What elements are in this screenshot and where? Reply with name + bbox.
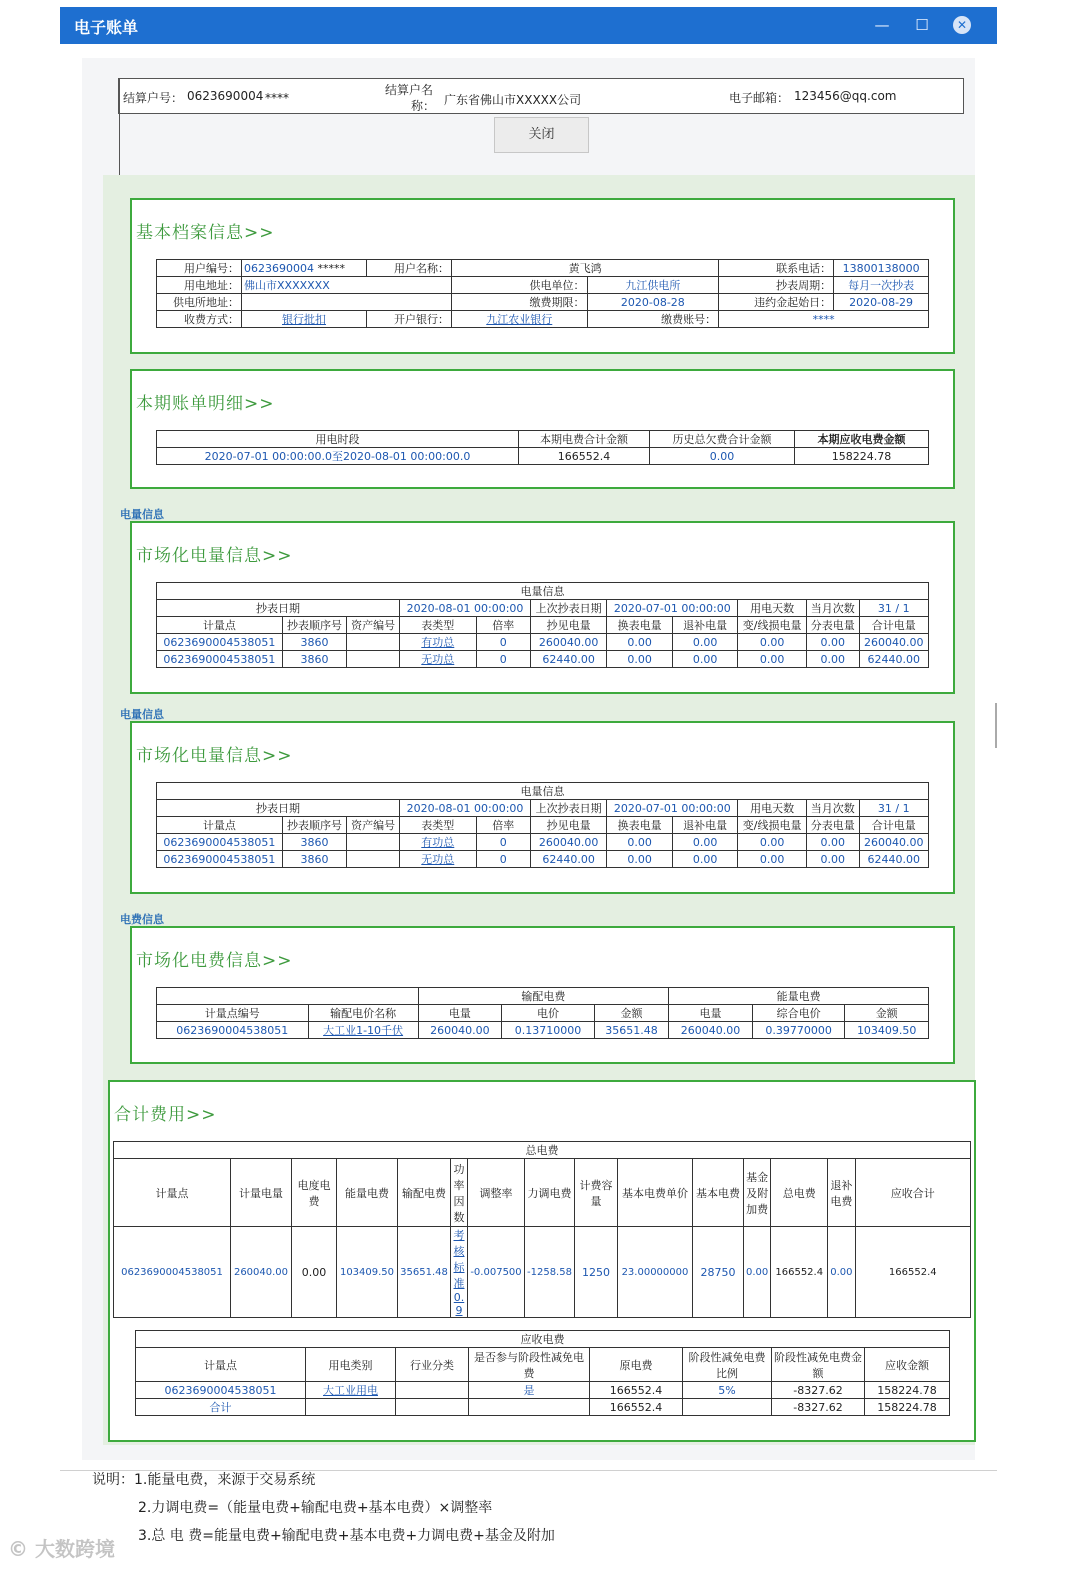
- total-col: 输配电费: [398, 1159, 451, 1227]
- penalty-label: 违约金起始日：: [719, 294, 834, 311]
- bill-current-value: 166552.4: [519, 448, 650, 465]
- receivable-title: 应收电费: [136, 1331, 950, 1348]
- supply-unit-label: 供电单位：: [452, 277, 588, 294]
- energy-col: 变/线损电量: [738, 617, 807, 634]
- fee-col: 电价: [502, 1005, 595, 1022]
- energy-col: 抄表顺序号: [282, 817, 347, 834]
- cell: 是: [469, 1382, 590, 1399]
- cell: 0.00: [292, 1227, 337, 1318]
- table-row: [157, 851, 929, 868]
- bank-label: 开户银行：: [367, 311, 452, 328]
- cell: 0.00: [738, 851, 807, 868]
- supply-addr-label: 供电所地址：: [157, 294, 242, 311]
- cell: 0.00: [607, 651, 672, 668]
- energy-col: 抄表顺序号: [282, 617, 347, 634]
- cell: 0623690004538051: [114, 1227, 231, 1318]
- cell: 35651.48: [398, 1227, 451, 1318]
- cell: -8327.62: [772, 1399, 865, 1416]
- table-row: [157, 1022, 929, 1039]
- cell-link[interactable]: 有功总: [400, 634, 477, 651]
- divider: [119, 113, 120, 147]
- cell: -0.007500: [468, 1227, 525, 1318]
- note-line: 2.力调电费=（能量电费+输配电费+基本电费）×调整率: [138, 1500, 493, 1516]
- energy-col: 资产编号: [347, 617, 400, 634]
- cell: 0623690004538051: [157, 1022, 309, 1039]
- cell: 0: [476, 634, 530, 651]
- bill-receivable-value: 158224.78: [795, 448, 929, 465]
- cell: 166552.4: [590, 1399, 683, 1416]
- bill-detail-section: [130, 369, 955, 489]
- cell-link[interactable]: 无功总: [400, 851, 477, 868]
- total-col: 基金及附加费: [743, 1159, 770, 1227]
- cell: 62440.00: [859, 651, 928, 668]
- cell: 0.00: [806, 634, 859, 651]
- energy-heading: 市场化电量信息>>: [136, 746, 293, 766]
- cell: 260040.00: [669, 1022, 753, 1039]
- cell: [469, 1399, 590, 1416]
- receivable-col: 行业分类: [396, 1348, 469, 1382]
- energy-col: 合计电量: [859, 617, 928, 634]
- cell-link[interactable]: 大工业用电: [306, 1382, 396, 1399]
- cell: 5%: [683, 1382, 772, 1399]
- energy-col: 变/线损电量: [738, 817, 807, 834]
- receivable-col: 原电费: [590, 1348, 683, 1382]
- phone-label: 联系电话：: [719, 260, 834, 277]
- bill-period-value: 2020-07-01 00:00:00.0至2020-08-01 00:00:00.0: [157, 448, 519, 465]
- watermark-logo-icon: ©: [8, 1537, 28, 1561]
- bill-col-history: 历史总欠费合计金额: [650, 431, 795, 448]
- fee-col: 金额: [594, 1005, 668, 1022]
- cell: 0.39770000: [752, 1022, 845, 1039]
- cell: 0.00: [806, 651, 859, 668]
- cell: 0623690004538051: [157, 834, 283, 851]
- cell-link[interactable]: 大工业1-10千伏: [308, 1022, 418, 1039]
- cell: 0.00: [672, 834, 738, 851]
- energy-col: 合计电量: [859, 817, 928, 834]
- cell: 0.00: [738, 634, 807, 651]
- cell: 0623690004538051: [157, 651, 283, 668]
- cell: 3860: [282, 651, 347, 668]
- cell: 23.00000000: [617, 1227, 692, 1318]
- divider: [119, 79, 120, 113]
- cell: 158224.78: [865, 1382, 950, 1399]
- total-col: 计量点: [114, 1159, 231, 1227]
- receivable-table: [135, 1330, 950, 1416]
- pay-acct-value: ****: [719, 311, 929, 328]
- close-icon[interactable]: ✕: [953, 16, 971, 34]
- email-label: 电子邮箱：: [729, 91, 790, 105]
- fee-section-label: 电费信息: [120, 913, 164, 926]
- fee-group-transmission: 输配电费: [418, 988, 669, 1005]
- total-col: 力调电费: [525, 1159, 575, 1227]
- cell: -8327.62: [772, 1382, 865, 1399]
- cell: 0: [476, 834, 530, 851]
- energy-table-title: 电量信息: [157, 583, 929, 600]
- read-cycle-value: 每月一次抄表: [834, 277, 929, 294]
- receivable-col: 计量点: [136, 1348, 306, 1382]
- receivable-col: 阶段性减免电费比例: [683, 1348, 772, 1382]
- cell: 166552.4: [771, 1227, 828, 1318]
- due-label: 缴费期限：: [452, 294, 588, 311]
- note-line: 说明：1.能量电费，来源于交易系统: [92, 1472, 316, 1488]
- cell: 3860: [282, 834, 347, 851]
- watermark: © 大数跨境: [8, 1537, 115, 1561]
- last-read-label: 上次抄表日期: [531, 800, 607, 817]
- cell: 1250: [574, 1227, 617, 1318]
- fee-blank: [157, 988, 419, 1005]
- cell: 62440.00: [531, 651, 607, 668]
- fee-col: 计量点编号: [157, 1005, 309, 1022]
- note-line: 3.总 电 费=能量电费+输配电费+基本电费+力调电费+基金及附加: [138, 1528, 555, 1544]
- energy-col: 抄见电量: [531, 617, 607, 634]
- energy-col: 表类型: [400, 817, 477, 834]
- cell: 0.00: [806, 851, 859, 868]
- account-name-label: 结算户名: [385, 83, 434, 97]
- fee-col: 电量: [418, 1005, 502, 1022]
- account-no-label: 结算户号：: [123, 91, 184, 105]
- user-name-label: 用户名称：: [367, 260, 452, 277]
- pay-method-label: 收费方式：: [157, 311, 242, 328]
- user-no-label: 用户编号：: [157, 260, 242, 277]
- cell: 62440.00: [859, 851, 928, 868]
- last-read-value: 2020-07-01 00:00:00: [607, 600, 738, 617]
- window-titlebar: [60, 7, 997, 44]
- cell: 0.00: [738, 834, 807, 851]
- total-col: 基本电费: [692, 1159, 743, 1227]
- cell: 0.00: [672, 851, 738, 868]
- energy-col: 计量点: [157, 817, 283, 834]
- cell: 0.00: [607, 851, 672, 868]
- cell: 3860: [282, 634, 347, 651]
- total-col: 应收合计: [855, 1159, 971, 1227]
- cell: [347, 634, 400, 651]
- bill-col-period: 用电时段: [157, 431, 519, 448]
- email-value: 123456@qq.com: [794, 89, 897, 103]
- total-col: 基本电费单价: [617, 1159, 692, 1227]
- last-read-value: 2020-07-01 00:00:00: [607, 800, 738, 817]
- days-label: 用电天数: [738, 600, 807, 617]
- cell: 0.13710000: [502, 1022, 595, 1039]
- energy-section-label: 电量信息: [120, 508, 164, 521]
- bill-col-current: 本期电费合计金额: [519, 431, 650, 448]
- cell-link[interactable]: 无功总: [400, 651, 477, 668]
- cell: 103409.50: [845, 1022, 929, 1039]
- due-value: 2020-08-28: [587, 294, 719, 311]
- total-heading: 合计费用>>: [114, 1105, 217, 1125]
- cell: -1258.58: [525, 1227, 575, 1318]
- days-value: 31: [877, 601, 892, 615]
- account-header: [118, 78, 964, 114]
- table-row: [136, 1382, 950, 1399]
- bank-value[interactable]: 九江农业银行: [452, 311, 588, 328]
- fee-col: 金额: [845, 1005, 929, 1022]
- fee-group-energy: 能量电费: [669, 988, 929, 1005]
- fee-col: 综合电价: [752, 1005, 845, 1022]
- read-date-value: 2020-08-01 00:00:00: [400, 600, 531, 617]
- cell-link[interactable]: 有功总: [400, 834, 477, 851]
- total-col: 退补电费: [828, 1159, 855, 1227]
- table-row: [114, 1227, 971, 1318]
- account-no-value: 0623690004: [187, 89, 264, 103]
- days-label: 用电天数: [738, 800, 807, 817]
- cell: 0.00: [672, 634, 738, 651]
- read-date-value: 2020-08-01 00:00:00: [400, 800, 531, 817]
- cell: 0.00: [607, 834, 672, 851]
- basic-info-table: [156, 259, 929, 328]
- total-col: 调整率: [468, 1159, 525, 1227]
- energy-table-title: 电量信息: [157, 783, 929, 800]
- bill-history-value: 0.00: [650, 448, 795, 465]
- total-col: 总电费: [771, 1159, 828, 1227]
- cell: 0.00: [672, 651, 738, 668]
- receivable-col: 应收金额: [865, 1348, 950, 1382]
- account-no-mask: ****: [265, 91, 289, 105]
- scrollbar[interactable]: [995, 703, 997, 748]
- minimize-icon[interactable]: —: [874, 16, 890, 34]
- cell: 260040.00: [531, 834, 607, 851]
- fee-heading: 市场化电费信息>>: [136, 951, 293, 971]
- cell: 28750: [692, 1227, 743, 1318]
- cell: 103409.50: [337, 1227, 398, 1318]
- penalty-value: 2020-08-29: [834, 294, 929, 311]
- energy-col: 倍率: [476, 817, 530, 834]
- cell: 166552.4: [855, 1227, 971, 1318]
- read-date-label: 抄表日期: [157, 800, 400, 817]
- supply-unit-value: 九江供电所: [587, 277, 719, 294]
- basic-info-heading: 基本档案信息>>: [136, 223, 275, 243]
- cell: [396, 1382, 469, 1399]
- cell: 260040.00: [531, 634, 607, 651]
- cell: [347, 851, 400, 868]
- cell-link[interactable]: 考核标准0.9: [451, 1227, 468, 1318]
- cell: 0.00: [806, 834, 859, 851]
- supply-addr-value: [242, 294, 452, 311]
- close-button[interactable]: 关闭: [494, 117, 589, 153]
- read-cycle-label: 抄表周期：: [719, 277, 834, 294]
- total-col: 能量电费: [337, 1159, 398, 1227]
- total-col: 计量电量: [231, 1159, 292, 1227]
- energy-col: 退补电量: [672, 817, 738, 834]
- cell: 158224.78: [865, 1399, 950, 1416]
- last-read-label: 上次抄表日期: [531, 600, 607, 617]
- cell: 0: [476, 651, 530, 668]
- fee-col: 输配电价名称: [308, 1005, 418, 1022]
- user-no-value: 0623690004 *****: [242, 260, 367, 277]
- cell: 0.00: [743, 1227, 770, 1318]
- user-name-value: 黄飞鸿: [452, 260, 719, 277]
- times-label: 当月次数: [806, 600, 859, 617]
- total-col: 计费容量: [574, 1159, 617, 1227]
- cell: [347, 651, 400, 668]
- notes: [92, 1466, 555, 1550]
- energy-col: 换表电量: [607, 617, 672, 634]
- cell: 0.00: [607, 634, 672, 651]
- account-name-value: 广东省佛山市XXXXX公司: [444, 93, 582, 107]
- total-table: [113, 1141, 971, 1318]
- cell: 260040.00: [231, 1227, 292, 1318]
- cell: 0623690004538051: [157, 851, 283, 868]
- energy-col: 计量点: [157, 617, 283, 634]
- cell: 3860: [282, 851, 347, 868]
- cell: [347, 834, 400, 851]
- cell: [306, 1399, 396, 1416]
- energy-col: 抄见电量: [531, 817, 607, 834]
- cell: 0623690004538051: [136, 1382, 306, 1399]
- receivable-col: 阶段性减免电费金额: [772, 1348, 865, 1382]
- cell: 0: [476, 851, 530, 868]
- energy-col: 换表电量: [607, 817, 672, 834]
- total-col: 功率因数: [451, 1159, 468, 1227]
- table-row: [157, 634, 929, 651]
- maximize-icon[interactable]: ☐: [915, 16, 929, 34]
- bill-col-receivable: 本期应收电费金额: [795, 431, 929, 448]
- fee-table: [156, 987, 929, 1039]
- energy-table: [156, 582, 929, 668]
- cell: 260040.00: [859, 634, 928, 651]
- energy-heading: 市场化电量信息>>: [136, 546, 293, 566]
- table-row: [136, 1399, 950, 1416]
- cell: 0.00: [828, 1227, 855, 1318]
- window-title: 电子账单: [74, 18, 139, 37]
- bill-detail-heading: 本期账单明细>>: [136, 394, 275, 414]
- total-col: 电度电费: [292, 1159, 337, 1227]
- receivable-col: 用电类别: [306, 1348, 396, 1382]
- times-value: 31 / 1: [859, 600, 928, 617]
- account-name-label-suffix: 称：: [411, 99, 436, 113]
- days-value: 31: [877, 801, 892, 815]
- fee-col: 电量: [669, 1005, 753, 1022]
- energy-col: 分表电量: [806, 817, 859, 834]
- times-label: 当月次数: [806, 800, 859, 817]
- energy-col: 退补电量: [672, 617, 738, 634]
- receivable-col: 是否参与阶段性减免电费: [469, 1348, 590, 1382]
- cell: 0623690004538051: [157, 634, 283, 651]
- energy-col: 表类型: [400, 617, 477, 634]
- times-value: 31 / 1: [859, 800, 928, 817]
- cell: [396, 1399, 469, 1416]
- energy-col: 分表电量: [806, 617, 859, 634]
- cell: 合计: [136, 1399, 306, 1416]
- total-table-title: 总电费: [114, 1142, 971, 1159]
- energy-col: 倍率: [476, 617, 530, 634]
- cell: 62440.00: [531, 851, 607, 868]
- pay-method-value[interactable]: 银行批扣: [242, 311, 367, 328]
- cell: [683, 1399, 772, 1416]
- bill-detail-table: [156, 430, 929, 465]
- cell: 260040.00: [418, 1022, 502, 1039]
- table-row: [157, 834, 929, 851]
- energy-table: [156, 782, 929, 868]
- cell: 0.00: [738, 651, 807, 668]
- addr-value: 佛山市XXXXXXX: [242, 277, 452, 294]
- table-row: [157, 651, 929, 668]
- read-date-label: 抄表日期: [157, 600, 400, 617]
- energy-col: 资产编号: [347, 817, 400, 834]
- cell: 166552.4: [590, 1382, 683, 1399]
- cell: 260040.00: [859, 834, 928, 851]
- energy-section-label: 电量信息: [120, 708, 164, 721]
- addr-label: 用电地址：: [157, 277, 242, 294]
- phone-value: 13800138000: [834, 260, 929, 277]
- pay-acct-label: 缴费账号：: [587, 311, 719, 328]
- cell: 35651.48: [594, 1022, 668, 1039]
